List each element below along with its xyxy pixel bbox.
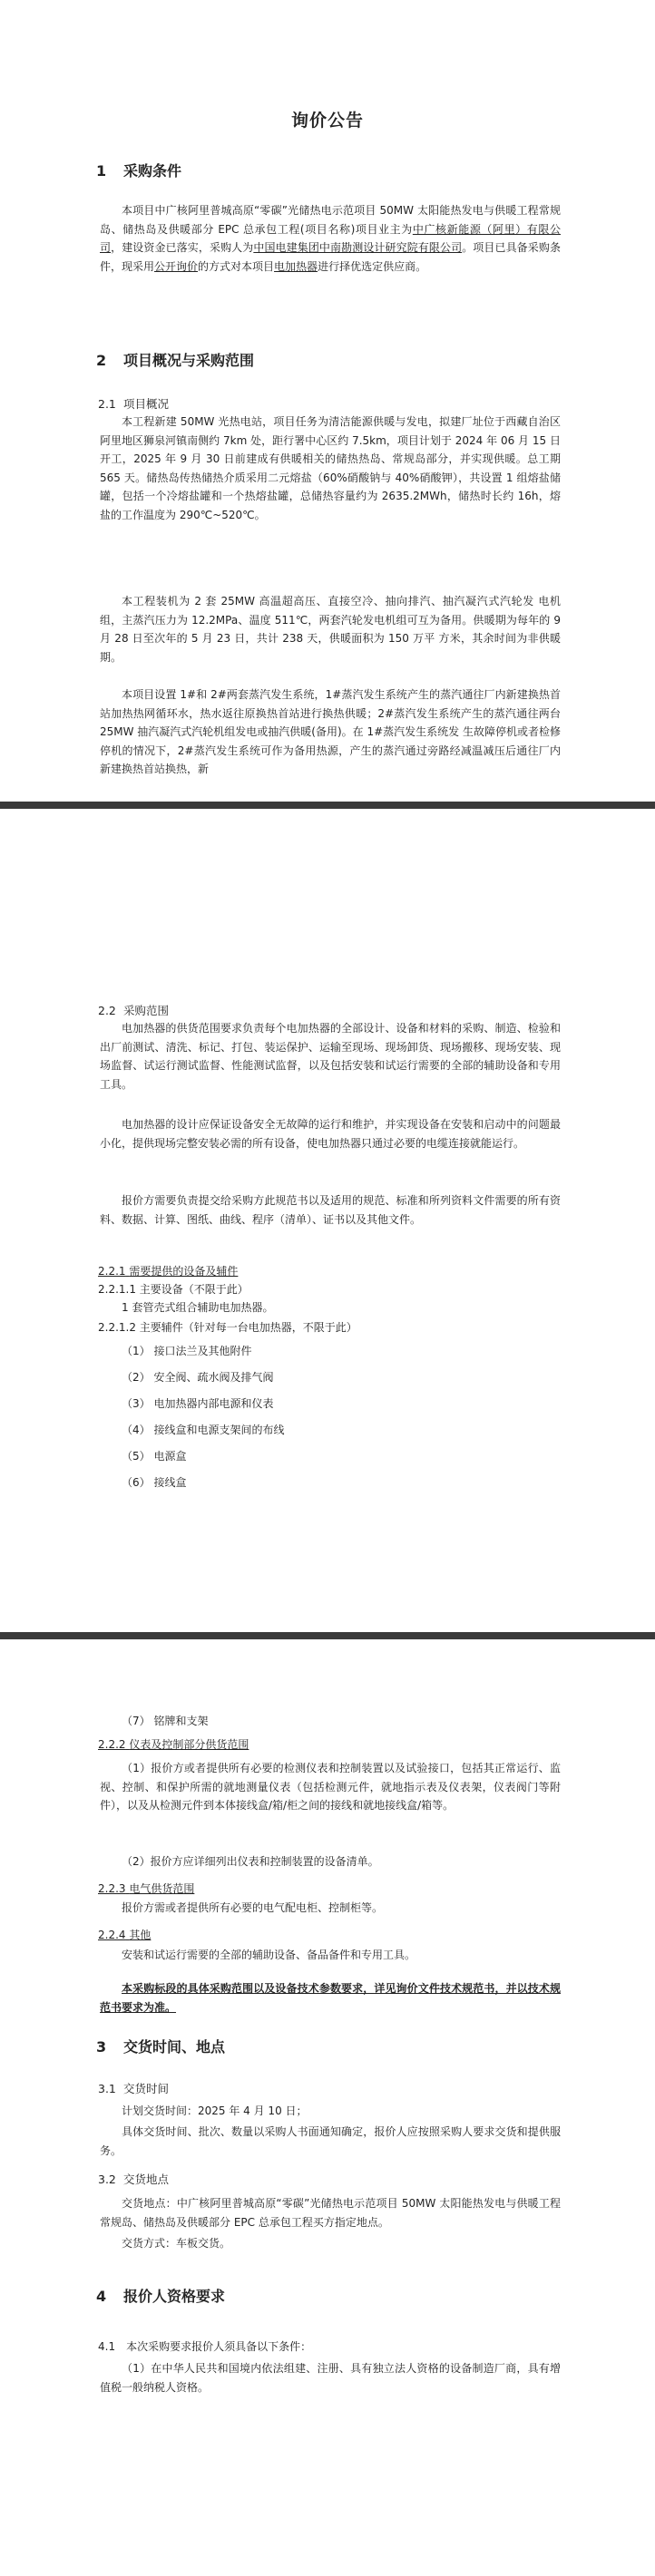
list-item: 1 套管壳式组合辅助电加热器。: [122, 1301, 274, 1314]
paragraph: 交货地点：中广核阿里普城高原“零碳”光储热电示范项目 50MW 太阳能热发电与供暖工程常规岛、储热岛及供暖部分 EPC 总承包工程买方指定地点。: [100, 2197, 561, 2229]
section-heading: 3 交货时间、地点: [96, 2038, 226, 2056]
paragraph: 计划交货时间：2025 年 4 月 10 日；: [122, 2105, 308, 2117]
subsection-heading: 2.2 采购范围: [98, 1004, 170, 1017]
paragraph: 具体交货时间、批次、数量以采购人书面通知确定，报价人应按照采购人要求交货和提供服务。: [100, 2125, 561, 2157]
paragraph: （1）报价方或者提供所有必要的检测仪表和控制装置以及试验接口，包括其正常运行、监视、控制、和保护所需的就地测量仪表（包括检测元件，就地指示表及仪表架，仪表阀门等附件），以及从检测元件到本体接线盒/箱/柜之间的接线和就地接线盒/箱等。: [100, 1762, 561, 1812]
paragraph: 交货方式：车板交货。: [122, 2237, 231, 2250]
paragraph: 报价方需或者提供所有必要的电气配电柜、控制柜等。: [122, 1901, 384, 1914]
section-heading: 2 项目概况与采购范围: [96, 352, 255, 369]
subsection-heading: 2.1 项目概况: [98, 397, 170, 411]
paragraph: （1）在中华人民共和国境内依法组建、注册、具有独立法人资格的设备制造厂商，具有增值税一般纳税人资格。: [100, 2362, 561, 2394]
paragraph: 本工程装机为 2 套 25MW 高温超高压、直接空冷、抽向排汽、抽汽凝汽式汽轮发 电机组，主蒸汽压力为 12.2MPa、温度 511℃，两套汽轮发电机组可互为备用。供暖期为每年的 9 月 28 日至次年的 5 月 23 日，共计 238 天，供暖面积为 150 万平 方米，其余时间为非供暖期。: [100, 595, 561, 664]
paragraph: 电加热器的设计应保证设备安全无故障的运行和维护，并实现设备在安装和启动中的问题最小化，提供现场完整安装必需的所有设备，使电加热器只通过必要的电缆连接就能运行。: [100, 1118, 561, 1150]
item-heading: 2.2.1.1 主要设备（不限于此）: [98, 1283, 249, 1296]
subsection-heading: 2.2.1 需要提供的设备及辅件: [98, 1265, 239, 1278]
section-heading: 4 报价人资格要求: [96, 2288, 226, 2305]
paragraph-emphasis: 本采购标段的具体采购范围以及设备技术参数要求，详见询价文件技术规范书，并以技术规范书要求为准。: [100, 1982, 561, 2014]
page-separator: [0, 1632, 655, 1639]
paragraph: （2）报价方应详细列出仪表和控制装置的设备清单。: [122, 1855, 379, 1868]
paragraph: 本项目中广核阿里普城高原“零碳”光储热电示范项目 50MW 太阳能热发电与供暖工程常规岛、储热岛及供暖部分 EPC 总承包工程(项目名称)项目业主为中广核新能源（阿里）有限公司，建设资金已落实，采购人为中国电建集团中南勘测设计研究院有限公司。项目已具备采购条件，现采用公开询价的方式对本项目电加热器进行择优选定供应商。: [100, 204, 561, 273]
paragraph: 本工程新建 50MW 光热电站，项目任务为清洁能源供暖与发电，拟建厂址位于西藏自治区阿里地区狮泉河镇南侧约 7km 处，距行署中心区约 7.5km，项目计划于 2024 年 06 月 15 日开工，2025 年 9 月 30 日前建成有供暖相关的储热热岛、常规岛部分，并实现供暖。总工期 565 天。储热岛传热储热介质采用二元熔盐（60%硝酸钠与 40%硝酸钾），共设置 1 组熔盐储罐，包括一个冷熔盐罐和一个热熔盐罐，总储热容量约为 2635.2MWh，储热时长约 16h，熔盐的工作温度为 290℃~520℃。: [100, 415, 561, 521]
list-item: （5） 电源盒: [122, 1450, 187, 1463]
subsection-heading: 2.2.3 电气供货范围: [98, 1882, 195, 1895]
subsection-heading: 2.2.4 其他: [98, 1929, 152, 1941]
section-heading: 1 采购条件: [96, 162, 182, 180]
paragraph: 电加热器的供货范围要求负责每个电加热器的全部设计、设备和材料的采购、制造、检验和出厂前测试、清洗、标记、打包、装运保护、运输至现场、现场卸货、现场搬移、现场安装、现场监督、试运行测试监督、性能测试监督，以及包括安装和试运行需要的全部的辅助设备和专用工具。: [100, 1022, 561, 1091]
list-item: （3） 电加热器内部电源和仪表: [122, 1397, 274, 1410]
subsection-heading: 3.1 交货时间: [98, 2082, 170, 2095]
list-item: （6） 接线盒: [122, 1476, 187, 1489]
list-item: （4） 接线盒和电源支架间的布线: [122, 1424, 285, 1436]
paragraph: 本项目设置 1#和 2#两套蒸汽发生系统，1#蒸汽发生系统产生的蒸汽通往厂内新建换热首站加热热网循环水，热水返往原换热首站进行换热供暖；2#蒸汽发生系统产生的蒸汽通往两台 25MW 抽汽凝汽式汽轮机组发电或抽汽供暖(备用)。在 1#蒸汽发生系统发 生故障停机或者检修停机的情况下，2#蒸汽发生系统可作为备用热源，产生的蒸汽通过旁路经减温减压后通往厂内新建换热首站换热，新: [100, 688, 561, 775]
list-item: （7） 铭牌和支架: [122, 1715, 209, 1727]
page-separator: [0, 802, 655, 809]
page-title: 询价公告: [290, 111, 364, 131]
list-item: （2） 安全阀、疏水阀及排气阀: [122, 1371, 274, 1384]
paragraph: 报价方需要负责提交给采购方此规范书以及适用的规范、标准和所列资料文件需要的所有资料、数据、计算、图纸、曲线、程序（清单）、证书以及其他文件。: [100, 1194, 561, 1226]
list-item: （1） 接口法兰及其他附件: [122, 1345, 252, 1357]
subsection-heading: 3.2 交货地点: [98, 2173, 170, 2186]
paragraph: 4.1 本次采购要求报价人须具备以下条件：: [98, 2340, 312, 2353]
subsection-heading: 2.2.2 仪表及控制部分供货范围: [98, 1738, 249, 1751]
item-heading: 2.2.1.2 主要辅件（针对每一台电加热器，不限于此）: [98, 1321, 357, 1334]
paragraph: 安装和试运行需要的全部的辅助设备、备品备件和专用工具。: [122, 1949, 416, 1961]
